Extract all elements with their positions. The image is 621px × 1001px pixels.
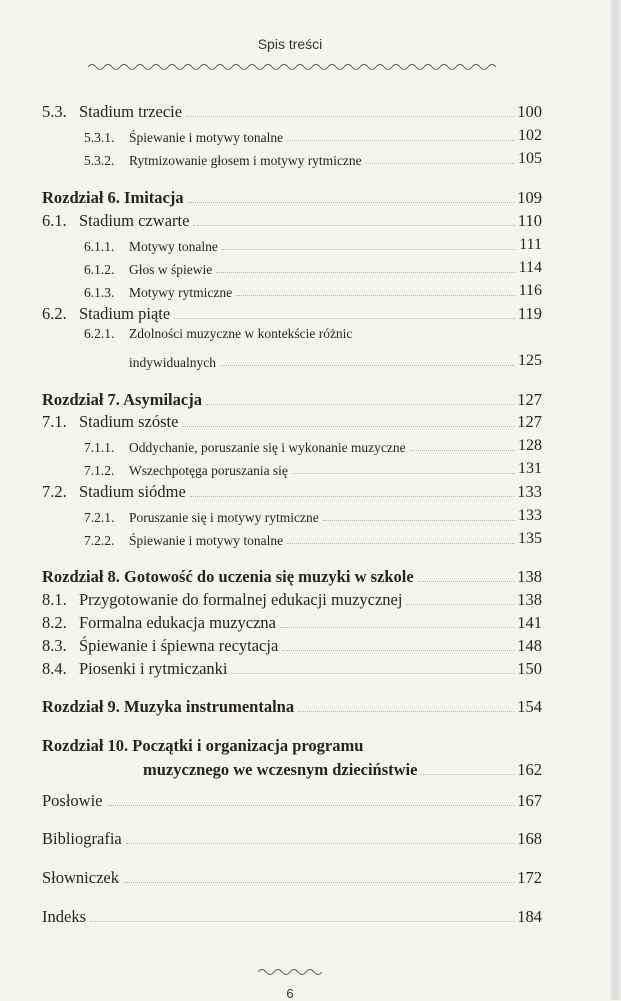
toc-chapter-7[interactable] xyxy=(42,386,542,408)
toc-chapter-9[interactable] xyxy=(42,693,542,715)
dot-leader xyxy=(282,650,514,651)
subsection-title: Głos w śpiewie xyxy=(129,261,213,277)
subsection-number: 6.1.3. xyxy=(84,284,115,300)
section-title: Przygotowanie do formalnej edukacji muzycznej xyxy=(79,589,403,609)
page-number-footer: 6 xyxy=(286,986,294,1001)
dot-leader xyxy=(287,543,515,544)
page-number: 127 xyxy=(517,389,542,409)
dot-leader xyxy=(206,404,514,405)
page-number: 100 xyxy=(517,101,542,121)
page-number: 135 xyxy=(518,530,542,547)
section-title: Piosenki i rytmiczanki xyxy=(79,658,228,678)
page-number: 167 xyxy=(517,790,542,810)
dot-leader xyxy=(410,450,515,451)
section-number: 5.3. xyxy=(42,101,67,121)
section-title: Śpiewanie i śpiewna recytacja xyxy=(79,635,279,655)
subsection-number: 5.3.1. xyxy=(84,129,115,145)
page-number: 184 xyxy=(517,906,542,926)
toc-entry-5-3[interactable] xyxy=(42,98,542,120)
dot-leader xyxy=(123,882,514,883)
backmatter-title: Indeks xyxy=(42,906,86,926)
page-number: 154 xyxy=(517,696,542,716)
toc-entry-6-1[interactable] xyxy=(42,207,542,229)
section-title: Stadium siódme xyxy=(79,481,186,501)
page-number: 116 xyxy=(518,282,542,299)
dot-leader xyxy=(222,249,516,250)
dot-leader xyxy=(220,365,515,366)
backmatter-title: Posłowie xyxy=(42,790,103,810)
dot-leader xyxy=(287,140,515,141)
subsection-title: Śpiewanie i motywy tonalne xyxy=(129,532,284,548)
dot-leader xyxy=(174,318,515,319)
dot-leader xyxy=(418,581,515,582)
toc-entry-6-2-1[interactable] xyxy=(42,347,542,369)
dot-leader xyxy=(188,202,515,203)
subsection-title: Rytmizowanie głosem i motywy rytmiczne xyxy=(129,152,362,168)
toc-entry-7-2-2[interactable] xyxy=(42,525,542,547)
subsection-number: 6.1.1. xyxy=(84,238,115,254)
section-title: Stadium trzecie xyxy=(79,101,183,121)
page-number: 148 xyxy=(517,635,542,655)
section-number: 8.4. xyxy=(42,658,67,678)
toc-entry-7-1-2[interactable] xyxy=(42,455,542,477)
page-number: 114 xyxy=(518,259,542,276)
dot-leader xyxy=(366,163,515,164)
page-number: 141 xyxy=(517,612,542,632)
subsection-number: 7.1.2. xyxy=(84,462,115,478)
toc-chapter-10[interactable] xyxy=(42,756,542,778)
section-number: 7.1. xyxy=(42,411,67,431)
toc-entry-8-3[interactable] xyxy=(42,632,542,654)
page-number: 128 xyxy=(518,437,542,454)
toc-entry-6-1-3[interactable] xyxy=(42,277,542,299)
dot-leader xyxy=(186,116,514,117)
dot-leader xyxy=(90,921,514,922)
page-number: 133 xyxy=(517,481,542,501)
subsection-number: 6.2.1. xyxy=(84,326,115,341)
subsection-number: 6.1.2. xyxy=(84,261,115,277)
section-number: 7.2. xyxy=(42,481,67,501)
section-title: Stadium szóste xyxy=(79,411,179,431)
page-number: 111 xyxy=(519,236,542,253)
page-number: 102 xyxy=(518,127,542,144)
section-number: 6.2. xyxy=(42,303,67,323)
dot-leader xyxy=(280,627,514,628)
page-number: 110 xyxy=(517,210,542,230)
chapter-title-line-2: muzycznego we wczesnym dzieciństwie xyxy=(143,759,418,779)
toc-entry-7-2[interactable] xyxy=(42,478,542,500)
dot-leader xyxy=(292,473,515,474)
subsection-title: Poruszanie się i motywy rytmiczne xyxy=(129,509,319,525)
dot-leader xyxy=(107,805,515,806)
toc-entry-7-2-1[interactable] xyxy=(42,502,542,524)
dot-leader xyxy=(236,295,515,296)
toc-entry-7-1-1[interactable] xyxy=(42,432,542,454)
dot-leader xyxy=(182,426,514,427)
toc-chapter-6[interactable] xyxy=(42,184,542,206)
footer-wave-ornament xyxy=(258,966,326,978)
chapter-title: Rozdział 6. Imitacja xyxy=(42,187,184,207)
chapter-title: Rozdział 7. Asymilacja xyxy=(42,389,202,409)
toc-entry-6-1-1[interactable] xyxy=(42,231,542,253)
subsection-title: Śpiewanie i motywy tonalne xyxy=(129,129,284,145)
section-number: 6.1. xyxy=(42,210,67,230)
dot-leader xyxy=(323,520,515,521)
subsection-number: 7.2.1. xyxy=(84,509,115,525)
page-number: 172 xyxy=(517,867,542,887)
toc-entry-5-3-1[interactable] xyxy=(42,122,542,144)
section-number: 8.3. xyxy=(42,635,67,655)
toc-entry-6-2[interactable] xyxy=(42,300,542,322)
page-number: 125 xyxy=(518,352,542,369)
subsection-title: Motywy rytmiczne xyxy=(129,284,233,300)
page-edge-shadow xyxy=(609,0,621,1000)
page-number: 168 xyxy=(517,828,542,848)
page-number: 133 xyxy=(518,507,542,524)
dot-leader xyxy=(231,673,514,674)
page-number: 127 xyxy=(517,411,542,431)
page-number: 138 xyxy=(517,589,542,609)
subsection-title: Motywy tonalne xyxy=(129,238,218,254)
backmatter-title: Słowniczek xyxy=(42,867,119,887)
subsection-title: Wszechpotęga poruszania się xyxy=(129,462,288,478)
page-number: 138 xyxy=(517,566,542,586)
subsection-number: 5.3.2. xyxy=(84,152,115,168)
subsection-title: Oddychanie, poruszanie się i wykonanie muzyczne xyxy=(129,439,406,455)
toc-entry-8-4[interactable] xyxy=(42,655,542,677)
toc-entry-8-2[interactable] xyxy=(42,609,542,631)
section-title: Stadium piąte xyxy=(79,303,171,323)
subsection-number: 7.1.1. xyxy=(84,439,115,455)
dot-leader xyxy=(421,774,514,775)
dot-leader xyxy=(298,711,514,712)
subsection-title-line-2: indywidualnych xyxy=(129,354,216,370)
header-wave-ornament xyxy=(88,60,498,74)
toc-entry-7-1[interactable] xyxy=(42,408,542,430)
toc-indeks[interactable] xyxy=(42,903,542,925)
toc-entry-6-1-2[interactable] xyxy=(42,254,542,276)
dot-leader xyxy=(190,496,514,497)
page-number: 109 xyxy=(517,187,542,207)
page-number: 131 xyxy=(518,460,542,477)
section-number: 8.1. xyxy=(42,589,67,609)
dot-leader xyxy=(126,843,515,844)
backmatter-title: Bibliografia xyxy=(42,828,122,848)
chapter-title: Rozdział 8. Gotowość do uczenia się muzyki w szkole xyxy=(42,566,414,586)
dot-leader xyxy=(216,272,515,273)
toc-chapter-10-first-line[interactable]: Rozdział 10. Początki i organizacja programu xyxy=(42,736,364,755)
dot-leader xyxy=(406,604,514,605)
running-title: Spis treści xyxy=(257,36,323,52)
subsection-number: 7.2.2. xyxy=(84,532,115,548)
toc-entry-8-1[interactable] xyxy=(42,586,542,608)
toc-bibliografia[interactable] xyxy=(42,825,542,847)
toc-entry-5-3-2[interactable] xyxy=(42,145,542,167)
dot-leader xyxy=(193,225,514,226)
page-number: 150 xyxy=(517,658,542,678)
page-number: 119 xyxy=(517,303,542,323)
toc-entry-6-2-1-first-line[interactable] xyxy=(84,327,352,341)
page-number: 162 xyxy=(517,759,542,779)
section-title: Stadium czwarte xyxy=(79,210,190,230)
section-title: Formalna edukacja muzyczna xyxy=(79,612,276,632)
toc-slowniczek[interactable] xyxy=(42,864,542,886)
toc-poslowie[interactable] xyxy=(42,787,542,809)
toc-chapter-8[interactable] xyxy=(42,563,542,585)
section-number: 8.2. xyxy=(42,612,67,632)
subsection-title-line-1: Zdolności muzyczne w kontekście różnic xyxy=(129,326,353,341)
page-number: 105 xyxy=(518,150,542,167)
chapter-title: Rozdział 9. Muzyka instrumentalna xyxy=(42,696,295,716)
